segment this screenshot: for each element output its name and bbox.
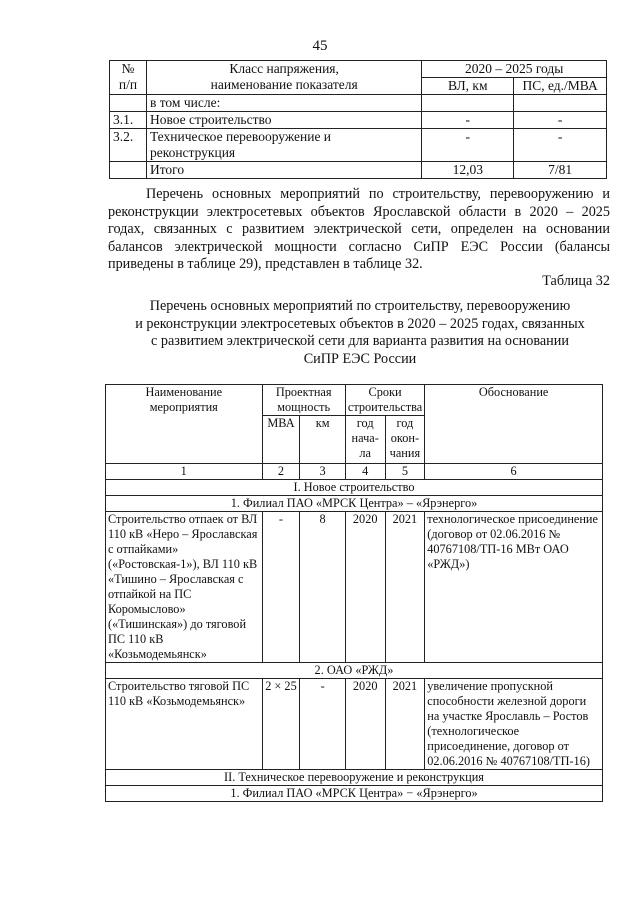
header-end: год окон- чания <box>385 416 425 464</box>
row-name: Техническое перевооружение и реконструкция <box>146 129 421 162</box>
row-num <box>110 162 147 179</box>
row-ps: - <box>514 112 607 129</box>
row-ps: 7/81 <box>514 162 607 179</box>
row-ps: - <box>514 129 607 162</box>
measure-basis: увеличение пропускной способности железной дороги на участке Ярославль – Ростов (технологическое присоединение, договор от 02.06.2016 № 40767108/ТП-16) <box>425 679 603 770</box>
col-number: 6 <box>425 464 603 480</box>
table-row <box>106 512 603 663</box>
col-number: 4 <box>345 464 385 480</box>
paragraph-text: Перечень основных мероприятий по строительству, перевооружению и реконструкции электросетевых объектов Ярославской области в 2020 – 2025 годах, связанных с развитием электрической сети, определен на основании балансов электрической мощности согласно СиПР ЕЭС России (балансы приведены в таблице 29), представлен в таблице 32. <box>108 186 610 272</box>
header-name: Класс напряжения, наименование показателя <box>146 61 421 95</box>
table-row <box>110 129 607 162</box>
row-vl <box>422 95 514 112</box>
header-mva: МВА <box>262 416 300 464</box>
row-name: в том числе: <box>146 95 421 112</box>
row-vl: - <box>422 129 514 162</box>
table-row <box>110 95 607 112</box>
subsection-title: 2. ОАО «РЖД» <box>106 663 603 679</box>
measure-name: Строительство отпаек от ВЛ 110 кВ «Неро – Ярославская с отпайками» («Ростовская-1»), ВЛ 110 кВ «Тишино – Ярославская с отпайкой на ПС Коромыслово» («Тишинская») до тяговой ПС 110 кВ «Козьмодемьянск» <box>106 512 263 663</box>
measure-mva: - <box>262 512 300 663</box>
header-num: № п/п <box>110 61 147 95</box>
header-terms: Сроки строительства <box>345 385 424 416</box>
section-title: I. Новое строительство <box>106 480 603 496</box>
header-basis: Обоснование <box>425 385 603 464</box>
header-power: Проектная мощность <box>262 385 345 416</box>
table-row-total <box>110 162 607 179</box>
row-vl: 12,03 <box>422 162 514 179</box>
header-ps: ПС, ед./МВА <box>514 78 607 95</box>
subsection-row <box>106 496 603 512</box>
header-vl: ВЛ, км <box>422 78 514 95</box>
row-name: Новое строительство <box>146 112 421 129</box>
measure-mva: 2 × 25 <box>262 679 300 770</box>
header-start: год нача- ла <box>345 416 385 464</box>
col-number: 2 <box>262 464 300 480</box>
header-name: Наименование мероприятия <box>106 385 263 464</box>
measure-start: 2020 <box>345 679 385 770</box>
section-title: II. Техническое перевооружение и реконструкция <box>106 770 603 786</box>
row-name: Итого <box>146 162 421 179</box>
col-number: 3 <box>300 464 345 480</box>
measure-end: 2021 <box>385 679 425 770</box>
table-row <box>110 112 607 129</box>
table-number: Таблица 32 <box>542 273 610 289</box>
row-vl: - <box>422 112 514 129</box>
header-period: 2020 – 2025 годы <box>422 61 607 78</box>
row-num: 3.2. <box>110 129 147 162</box>
table-title: Перечень основных мероприятий по строительству, перевооружению и реконструкции электросетевых объектов в 2020 – 2025 годах, связанных с развитием электрической сети для варианта развития на основании СиПР ЕЭС России <box>135 298 585 367</box>
measure-km: 8 <box>300 512 345 663</box>
row-ps <box>514 95 607 112</box>
section-row <box>106 480 603 496</box>
col-number: 1 <box>106 464 263 480</box>
measures-table <box>105 384 603 802</box>
subsection-row <box>106 663 603 679</box>
measure-start: 2020 <box>345 512 385 663</box>
row-num <box>110 95 147 112</box>
row-num: 3.1. <box>110 112 147 129</box>
subsection-title: 1. Филиал ПАО «МРСК Центра» – «Ярэнерго» <box>106 496 603 512</box>
subsection-title: 1. Филиал ПАО «МРСК Центра» − «Ярэнерго» <box>106 786 603 802</box>
header-km: км <box>300 416 345 464</box>
subsection-row <box>106 786 603 802</box>
measure-basis: технологическое присоединение (договор от 02.06.2016 № 40767108/ТП-16 МВт ОАО «РЖД») <box>425 512 603 663</box>
measure-km: - <box>300 679 345 770</box>
body-paragraph <box>108 186 610 274</box>
column-numbers-row <box>106 464 603 480</box>
measure-name: Строительство тяговой ПС 110 кВ «Козьмодемьянск» <box>106 679 263 770</box>
table-header-row <box>110 61 607 78</box>
page-number: 45 <box>312 38 328 54</box>
table-header-row <box>106 385 603 416</box>
voltage-class-table <box>109 60 607 179</box>
section-row <box>106 770 603 786</box>
measure-end: 2021 <box>385 512 425 663</box>
table-row <box>106 679 603 770</box>
col-number: 5 <box>385 464 425 480</box>
